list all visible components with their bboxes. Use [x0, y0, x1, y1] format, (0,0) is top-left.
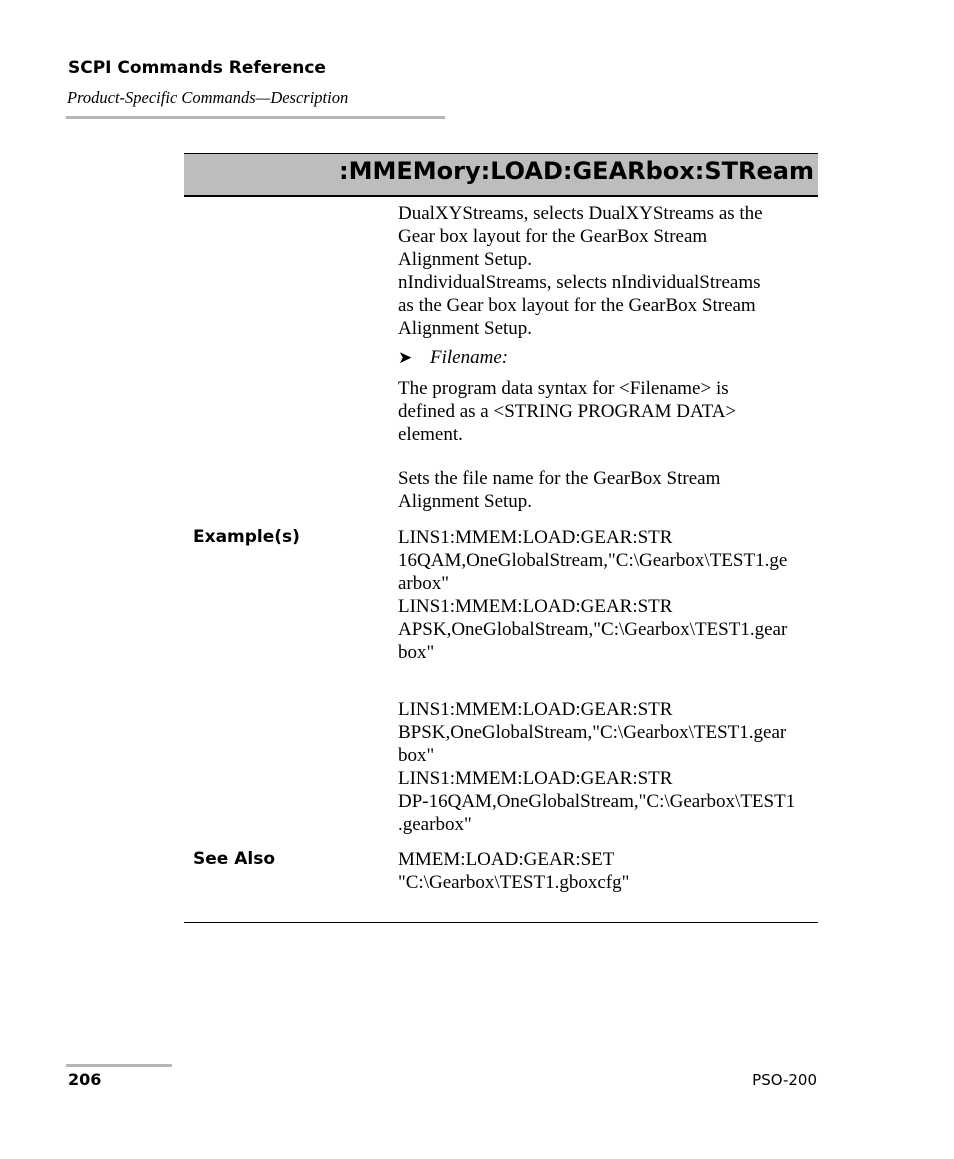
text-line: Sets the file name for the GearBox Stream	[398, 468, 721, 489]
bullet-label: Filename:	[430, 347, 509, 368]
code-line: DP-16QAM,OneGlobalStream,"C:\Gearbox\TEST1	[398, 791, 796, 812]
code-line: LINS1:MMEM:LOAD:GEAR:STR	[398, 699, 673, 720]
command-title-band	[184, 154, 818, 195]
command-bottom-rule	[184, 195, 818, 197]
text-line: Alignment Setup.	[398, 491, 533, 512]
header-rule	[66, 116, 445, 119]
text-line: Gear box layout for the GearBox Stream	[398, 226, 708, 247]
section-title: SCPI Commands Reference	[68, 58, 326, 78]
text-line: nIndividualStreams, selects nIndividualStreams	[398, 272, 761, 293]
code-line: MMEM:LOAD:GEAR:SET	[398, 849, 615, 870]
examples-block-1	[398, 526, 818, 664]
text-line: DualXYStreams, selects DualXYStreams as the	[398, 203, 763, 224]
code-line: BPSK,OneGlobalStream,"C:\Gearbox\TEST1.gear	[398, 722, 787, 743]
syntax-description	[398, 377, 818, 446]
see-also-label: See Also	[193, 849, 276, 869]
arrow-bullet-icon: ➤	[398, 348, 413, 367]
examples-label: Example(s)	[193, 527, 300, 547]
command-title: :MMEMory:LOAD:GEARbox:STReam	[338, 157, 814, 185]
code-line: 16QAM,OneGlobalStream,"C:\Gearbox\TEST1.ge	[398, 550, 788, 571]
parameter-description	[398, 202, 818, 340]
product-name: PSO-200	[752, 1071, 817, 1089]
text-line: Alignment Setup.	[398, 318, 533, 339]
code-line: LINS1:MMEM:LOAD:GEAR:STR	[398, 596, 673, 617]
text-line: The program data syntax for <Filename> is	[398, 378, 729, 399]
code-line: box"	[398, 745, 435, 766]
code-line: "C:\Gearbox\TEST1.gboxcfg"	[398, 872, 630, 893]
code-line: arbox"	[398, 573, 450, 594]
code-line: .gearbox"	[398, 814, 472, 835]
text-line: Alignment Setup.	[398, 249, 533, 270]
code-line: LINS1:MMEM:LOAD:GEAR:STR	[398, 527, 673, 548]
code-line: LINS1:MMEM:LOAD:GEAR:STR	[398, 768, 673, 789]
sets-description	[398, 467, 818, 513]
text-line: defined as a <STRING PROGRAM DATA>	[398, 401, 737, 422]
code-line: APSK,OneGlobalStream,"C:\Gearbox\TEST1.gear	[398, 619, 788, 640]
text-line: element.	[398, 424, 463, 445]
examples-block-2	[398, 698, 818, 836]
footer-rule	[66, 1064, 172, 1067]
page-number: 206	[68, 1070, 102, 1089]
table-end-rule	[184, 922, 818, 923]
code-line: box"	[398, 642, 435, 663]
see-also-block	[398, 848, 818, 894]
section-subtitle: Product-Specific Commands—Description	[67, 88, 349, 107]
filename-bullet	[398, 346, 508, 369]
text-line: as the Gear box layout for the GearBox Stream	[398, 295, 756, 316]
